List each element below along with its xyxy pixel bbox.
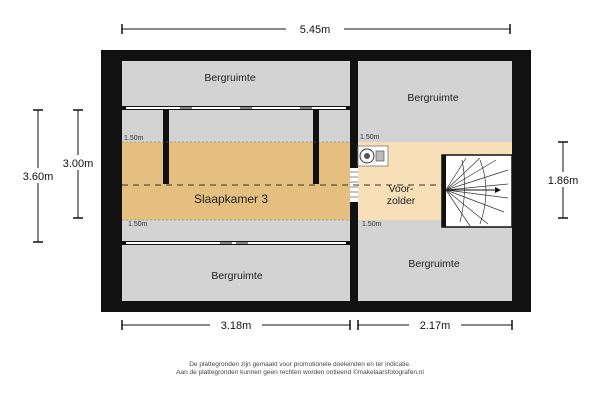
height-marker-right-bottom: [362, 221, 382, 228]
inner-height-dimension: [55, 110, 101, 218]
footer-disclaimer-line1: De plattegronden zijn gemaakt voor promotionele doeleinden en ter indicatie.: [189, 361, 411, 368]
bedroom-partition-left: [163, 110, 169, 184]
footer-disclaimer-line2: Aan de plattegronden kunnen geen rechten worden ontleend ©makelaarsfotografen.nl: [176, 369, 424, 376]
room-label-top-left: Bergruimte: [204, 72, 256, 84]
room-label-bottom-left: Bergruimte: [211, 270, 263, 282]
svg-text:3.00m: 3.00m: [62, 158, 94, 170]
height-marker-right-top: [360, 134, 380, 141]
svg-text:1.50m: 1.50m: [360, 134, 380, 141]
svg-text:3.60m: 3.60m: [22, 171, 54, 183]
total-width-label: 5.45m: [299, 24, 331, 36]
outer-height-dimension: [14, 110, 62, 242]
svg-text:2.17m: 2.17m: [419, 320, 451, 332]
room-label-bottom-right: Bergruimte: [408, 258, 460, 270]
room-label-landing-1: Voor-: [388, 183, 414, 195]
bottom-left-dimension: [122, 318, 350, 333]
bottom-right-dimension: [358, 318, 512, 333]
boiler-icon: [358, 146, 388, 166]
storage-top-left: [122, 61, 350, 107]
svg-text:1.86m: 1.86m: [547, 175, 579, 187]
bedroom-partition-right: [313, 110, 319, 184]
right-height-dimension: [540, 142, 586, 218]
room-label-top-right: Bergruimte: [407, 92, 459, 104]
svg-text:3.18m: 3.18m: [220, 320, 252, 332]
svg-text:1.50m: 1.50m: [362, 221, 382, 228]
svg-text:1.50m: 1.50m: [128, 221, 148, 228]
stairs: [442, 155, 512, 227]
room-label-bedroom: Slaapkamer 3: [193, 192, 269, 206]
room-label-landing-2: zolder: [386, 195, 416, 207]
svg-text:1.50m: 1.50m: [124, 135, 144, 142]
top-dimension: [122, 21, 510, 36]
